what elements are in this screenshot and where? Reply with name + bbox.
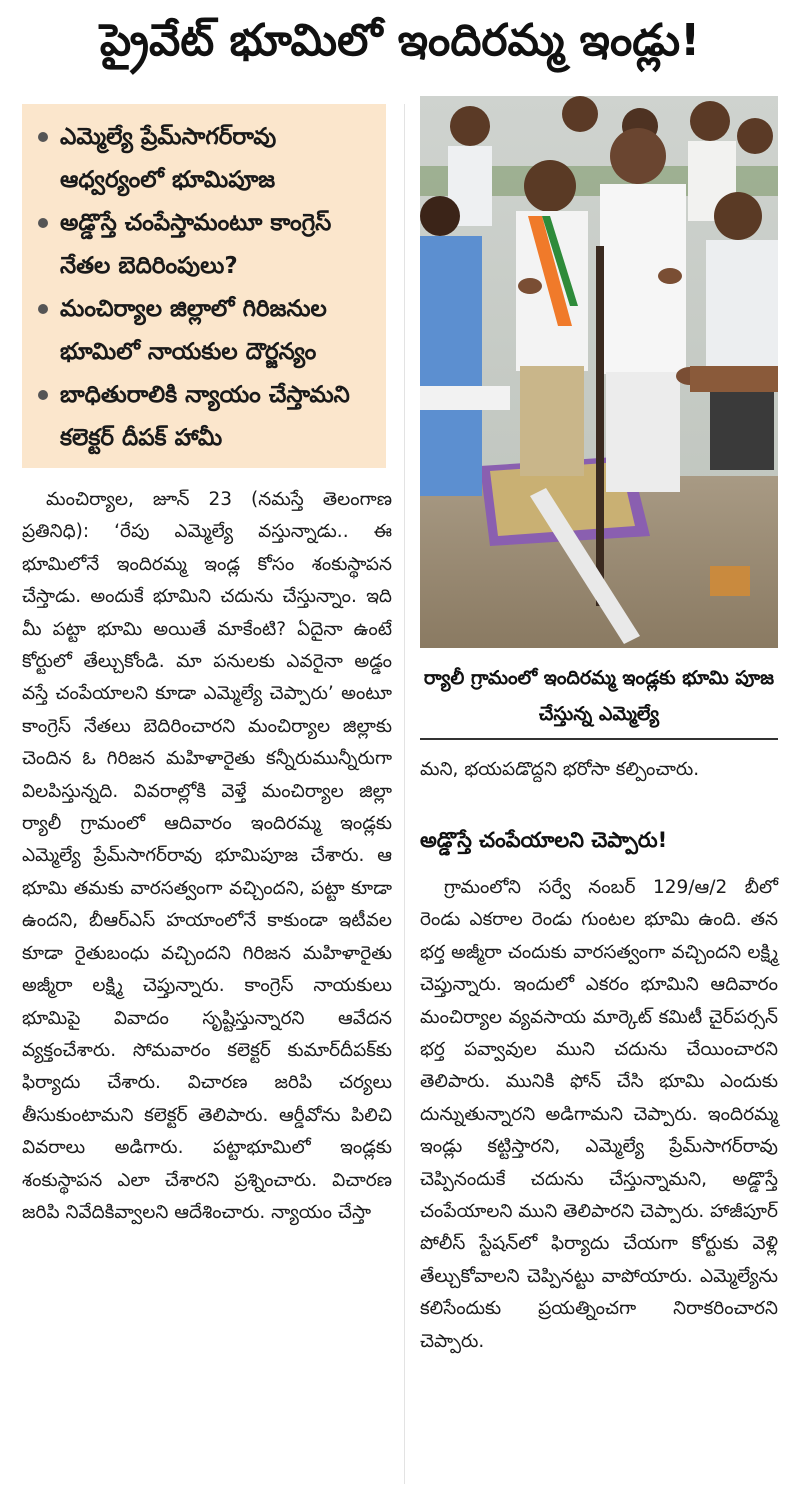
headline: ప్రైవేట్ భూమిలో ఇందిరమ్మ ఇండ్లు! [99, 15, 701, 66]
article-body-right [420, 872, 778, 1482]
news-photo [420, 96, 778, 648]
bullet-icon [38, 304, 48, 314]
article-paragraph: మని, భయపడొద్దని భరోసా కల్పించారు. [420, 759, 700, 780]
bhoomi-pooja-photo-illustration [420, 96, 778, 648]
photo-caption: ర్యాలీ గ్రామంలో ఇందిరమ్మ ఇండ్లకు భూమి పూజ చేస్తున్న ఎమ్మెల్యే [420, 660, 778, 740]
summary-item [34, 202, 376, 288]
summary-item [34, 116, 376, 202]
bullet-icon [38, 390, 48, 400]
article-body-left [22, 484, 392, 1484]
article-paragraph: గ్రామంలోని సర్వే నంబర్ 129/ఆ/2 బీలో రెండు ఎకరాల రెండు గుంటల భూమి ఉంది. తన భర్త అజ్మీరా చందుకు వారసత్వంగా వచ్చిందని లక్ష్మి చెప్తున్నారు. ఇందులో ఎకరం భూమిని ఆదివారం మంచిర్యాల వ్యవసాయ మార్కెట్ కమిటీ చైర్‌పర్సన్ భర్త పవ్వావుల ముని చదును చేయించారని తెలిపారు. మునికి ఫోన్ చేసి భూమి ఎందుకు దున్నుతున్నారని అడిగామని చెప్పారు. ఇందిరమ్మ ఇండ్లు కట్టిస్తారని, ఎమ్మెల్యే ప్రేమ్‌సాగర్‌రావు చెప్పినందుకే చదును చేస్తున్నామని, అడ్డొస్తే చంపేయాలని ముని తెలిపారని చెప్పారు. హాజీపూర్ పోలీస్ స్టేషన్‌లో ఫిర్యాదు చేయగా కోర్టుకు వెళ్లి తేల్చుకోవాలని చెప్పినట్టు వాపోయారు. ఎమ్మెల్యేను కలిసేందుకు ప్రయత్నించగా నిరాకరించారని చెప్పారు. [420, 877, 778, 1352]
article-body-continued [420, 754, 778, 786]
summary-text: అడ్డొస్తే చంపేస్తామంటూ కాంగ్రెస్ నేతల బెదిరింపులు? [60, 210, 332, 279]
summary-item [34, 374, 376, 460]
summary-text: మంచిర్యాల జిల్లాలో గిరిజనుల భూమిలో నాయకుల దౌర్జన్యం [60, 296, 327, 365]
bullet-icon [38, 132, 48, 142]
article-subheading: అడ్డొస్తే చంపేయాలని చెప్పారు! [420, 828, 668, 852]
bullet-icon [38, 218, 48, 228]
summary-text: బాధితురాలికి న్యాయం చేస్తామని కలెక్టర్ దీపక్ హామీ [60, 382, 350, 451]
summary-text: ఎమ్మెల్యే ప్రేమ్‌సాగర్‌రావు ఆధ్వర్యంలో భూమిపూజ [60, 124, 277, 193]
article-paragraph: మంచిర్యాల, జూన్ 23 (నమస్తే తెలంగాణ ప్రతినిధి): ‘రేపు ఎమ్మెల్యే వస్తున్నాడు.. ఈ భూమిలోనే ఇందిరమ్మ ఇండ్ల కోసం శంకుస్థాపన చేస్తాడు. అందుకే భూమిని చదును చేస్తున్నాం. ఇది మీ పట్టా భూమి అయితే మాకేంటి? ఏదైనా ఉంటే కోర్టులో తేల్చుకోండి. మా పనులకు ఎవరైనా అడ్డం వస్తే చంపేయాలని కూడా ఎమ్మెల్యే చెప్పారు’ అంటూ కాంగ్రెస్ నేతలు బెదిరించారని మంచిర్యాల జిల్లాకు చెందిన ఓ గిరిజన మహిళారైతు కన్నీరుమున్నీరుగా విలపిస్తున్నది. వివరాల్లోకి వెళ్తే మంచిర్యాల జిల్లా ర్యాలీ గ్రామంలో ఆదివారం ఇందిరమ్మ ఇండ్లకు ఎమ్మెల్యే ప్రేమ్‌సాగర్‌రావు భూమిపూజ చేశారు. ఆ భూమి తమకు వారసత్వంగా వచ్చిందని, పట్టా కూడా ఉందని, బీఆర్‌ఎస్ హయాంలోనే కాకుండా ఇటీవల కూడా రైతుబంధు వచ్చిందని గిరిజన మహిళారైతు అజ్మీరా లక్ష్మి చెప్తున్నారు. కాంగ్రెస్ నాయకులు భూమిపై వివాదం సృష్టిస్తున్నారని ఆవేదన వ్యక్తంచేశారు. సోమవారం కలెక్టర్ కుమార్‌దీపక్‌కు ఫిర్యాదు చేశారు. విచారణ జరిపి చర్యలు తీసుకుంటామని కలెక్టర్ తెలిపారు. ఆర్డీవోను పిలిచి వివరాలు అడిగారు. పట్టాభూమిలో ఇండ్లకు శంకుస్థాపన ఎలా చేశారని ప్రశ్నించారు. విచారణ జరిపి నివేదికివ్వాలని ఆదేశించారు. న్యాయం చేస్తా [22, 489, 392, 1223]
summary-box [22, 104, 386, 468]
summary-item [34, 288, 376, 374]
column-divider [404, 104, 405, 1484]
